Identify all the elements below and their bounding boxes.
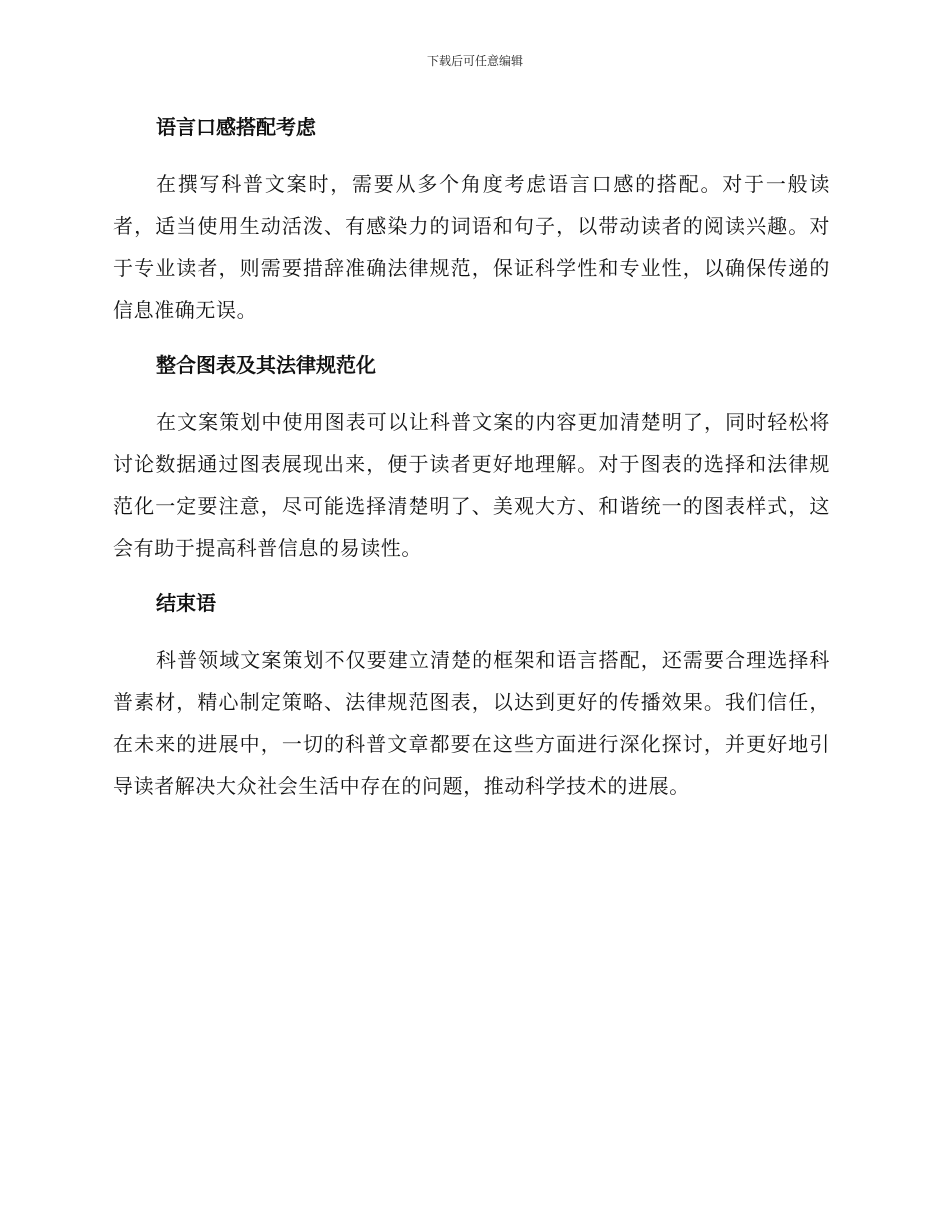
section-heading-charts: 整合图表及其法律规范化 <box>156 353 376 377</box>
page-header: 下载后可任意编辑 <box>426 54 523 68</box>
document-content <box>113 110 830 824</box>
section-heading-language: 语言口感搭配考虑 <box>156 115 316 139</box>
section-paragraph-charts: 在文案策划中使用图表可以让科普文案的内容更加清楚明了，同时轻松将讨论数据通过图表展现出来，便于读者更好地理解。对于图表的选择和法律规范化一定要注意，尽可能选择清楚明了、美观大方、和谐统一的图表样式，这会有助于提高科普信息的易读性。 <box>113 410 830 560</box>
section-paragraph-language: 在撰写科普文案时，需要从多个角度考虑语言口感的搭配。对于一般读者，适当使用生动活泼、有感染力的词语和句子，以带动读者的阅读兴趣。对于专业读者，则需要措辞准确法律规范，保证科学性和专业性，以确保传递的信息准确无误。 <box>113 172 830 322</box>
section-paragraph-conclusion: 科普领域文案策划不仅要建立清楚的框架和语言搭配，还需要合理选择科普素材，精心制定策略、法律规范图表，以达到更好的传播效果。我们信任，在未来的进展中，一切的科普文章都要在这些方面进行深化探讨，并更好地引导读者解决大众社会生活中存在的问题，推动科学技术的进展。 <box>113 648 830 798</box>
section-heading-conclusion: 结束语 <box>156 591 216 615</box>
